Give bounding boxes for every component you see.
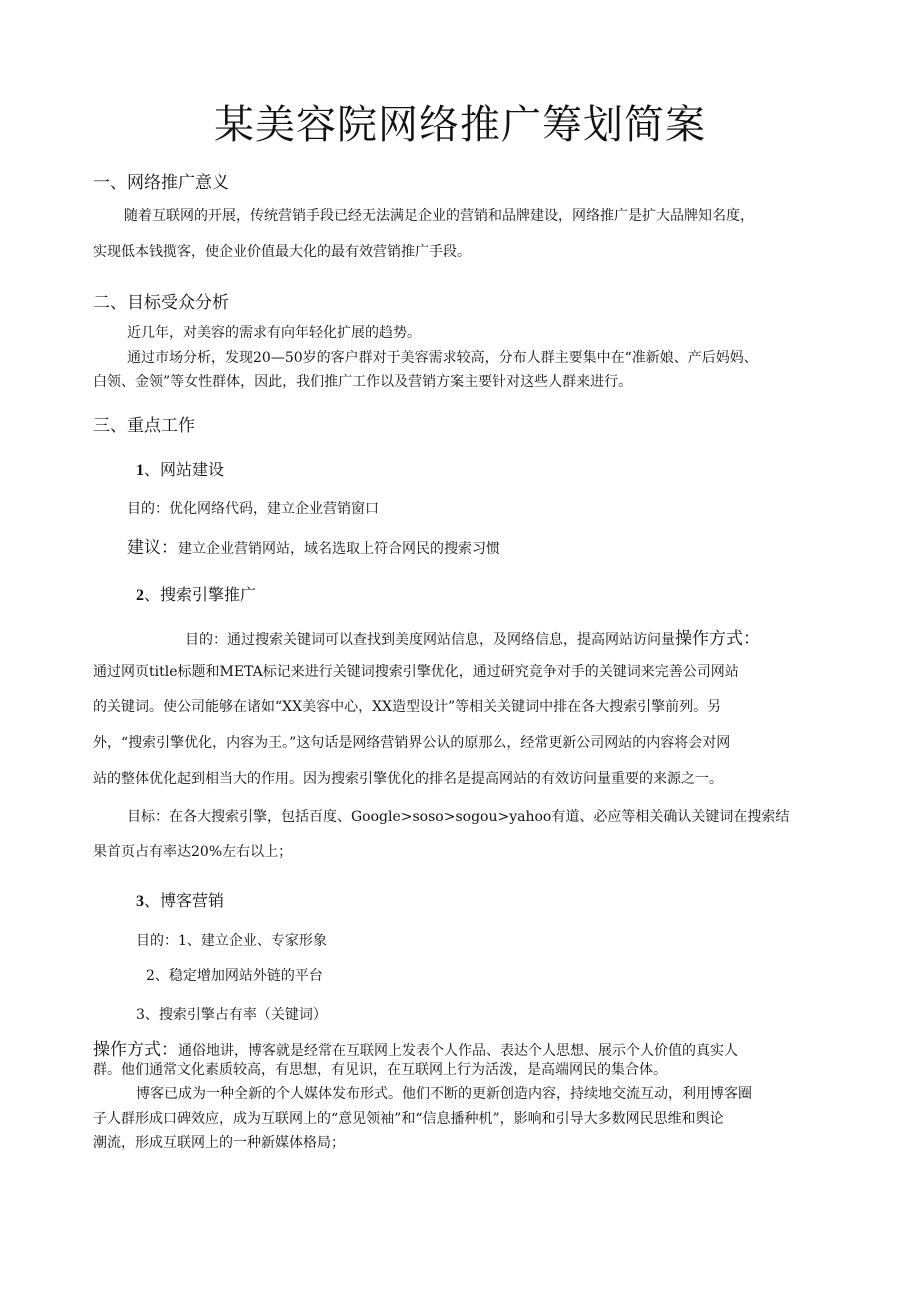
subsection-2-line-1: 通过网页title标题和META标记来进行关键词搜索引擎优化，通过研究竞争对手的关键词来完善公司网站 <box>93 664 739 680</box>
subsection-2-line-3: 外，“搜索引擎优化，内容为王。”这句话是网络营销界公认的原那么，经常更新公司网站的内容将会对网 <box>93 735 731 751</box>
section-3-heading: 三、重点工作 <box>93 416 195 436</box>
subsection-3-para-line-2: 子人群形成口碑效应，成为互联网上的“意见领袖”和“信息播种机”，影响和引导大多数网民思维和舆论 <box>93 1111 724 1127</box>
subsection-2-target-line-2: 果首页占有率达20%左右以上； <box>93 844 293 860</box>
subsection-3-para-line-3: 潮流，形成互联网上的一种新媒体格局； <box>93 1135 345 1151</box>
subsection-3-number: 3 <box>136 893 144 910</box>
section-1-line-2: 实现低本钱揽客，使企业价值最大化的最有效营销推广手段。 <box>93 244 471 260</box>
subsection-2-number: 2 <box>136 587 144 604</box>
section-2-line-2: 通过市场分析，发现20—50岁的客户群对于美容需求较高，分布人群主要集中在“准新娘、产后妈妈、 <box>127 350 758 366</box>
subsection-1-goal: 目的：优化网络代码，建立企业营销窗口 <box>127 501 379 517</box>
subsection-2-goal-line <box>185 624 760 649</box>
subsection-3-heading <box>136 888 224 911</box>
subsection-3-goal-1: 目的：1、建立企业、专家形象 <box>136 933 327 949</box>
subsection-3-para-line-1: 博客已成为一种全新的个人媒体发布形式。他们不断的更新创造内容，持续地交流互动，利用博客圈 <box>136 1086 752 1102</box>
section-2-line-1: 近几年，对美容的需求有向年轻化扩展的趋势。 <box>127 325 421 341</box>
subsection-2-op-label: 操作方式： <box>675 629 760 649</box>
subsection-1-heading <box>136 457 224 480</box>
section-2-line-3: 白领、金领”等女性群体，因此，我们推广工作以及营销方案主要针对这些人群来进行。 <box>93 374 633 390</box>
subsection-2-heading <box>136 582 256 605</box>
subsection-2-line-4: 站的整体优化起到相当大的作用。因为搜索引擎优化的排名是提高网站的有效访问量重要的来源之一。 <box>93 771 723 787</box>
section-2-heading: 二、目标受众分析 <box>93 293 229 313</box>
subsection-3-op-line-1 <box>93 1035 738 1060</box>
subsection-3-op-text: 通俗地讲，博客就是经常在互联网上发表个人作品、表达个人思想、展示个人价值的真实人 <box>178 1043 738 1059</box>
document-title: 某美容院网络推广筹划简案 <box>214 102 706 148</box>
section-1-heading: 一、网络推广意义 <box>93 173 229 193</box>
subsection-2-title: 、搜索引擎推广 <box>144 585 257 604</box>
subsection-3-goal-3: 3、搜索引擎占有率（关键词） <box>136 1007 327 1023</box>
subsection-3-op-label: 操作方式： <box>93 1040 178 1060</box>
suggestion-label: 建议： <box>127 538 178 558</box>
suggestion-text: 建立企业营销网站，域名选取上符合网民的搜索习惯 <box>178 541 500 557</box>
section-1-line-1: 随着互联网的开展，传统营销手段已经无法满足企业的营销和品牌建设，网络推广是扩大品牌知名度， <box>124 208 754 224</box>
subsection-2-target-line-1: 目标：在各大搜索引擎，包括百度、Google>soso>sogou>yahoo有道、必应等相关确认关键词在搜索结 <box>127 809 790 825</box>
subsection-1-title: 、网站建设 <box>144 460 225 479</box>
subsection-1-suggestion <box>127 533 500 558</box>
subsection-3-op-line-2: 群。他们通常文化素质较高，有思想，有见识，在互联网上行为活泼，是高端网民的集合体。 <box>93 1062 667 1078</box>
subsection-3-goal-2: 2、稳定增加网站外链的平台 <box>146 968 323 984</box>
subsection-2-goal-text: 目的：通过搜索关键词可以查找到美度网站信息，及网络信息，提高网站访问量 <box>185 632 675 648</box>
subsection-2-line-2: 的关键词。使公司能够在诸如“XX美容中心，XX造型设计”等相关关键词中排在各大搜索引擎前列。另 <box>93 699 722 715</box>
subsection-3-title: 、博客营销 <box>144 891 225 910</box>
subsection-1-number: 1 <box>136 462 144 479</box>
